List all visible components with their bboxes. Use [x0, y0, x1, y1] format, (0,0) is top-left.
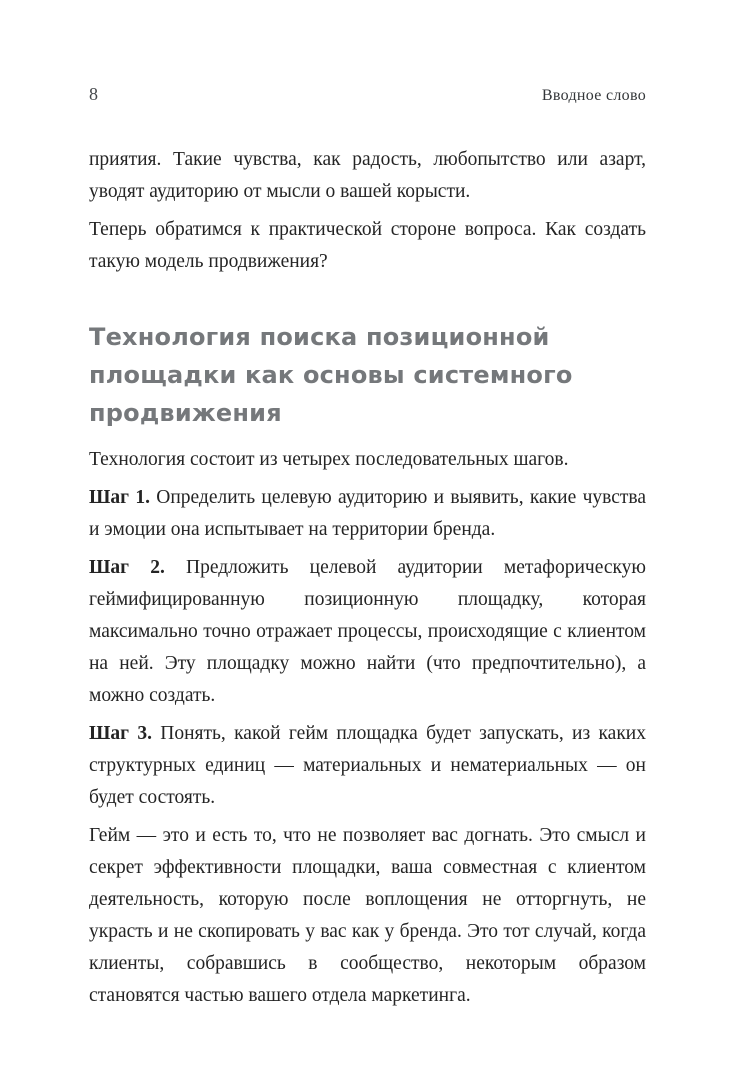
- page-number: 8: [89, 84, 98, 104]
- step-text: Предложить целевой аудитории метафорическую геймифицированную позиционную площадку, которая максимально точно отражает процессы, происходящие с клиентом на ней. Эту площадку можно найти (что предпочтительно), а можно создать.: [89, 557, 646, 706]
- step-text: Определить целевую аудиторию и выявить, какие чувства и эмоции она испытывает на территории бренда.: [89, 487, 647, 540]
- step-paragraph: [89, 552, 646, 712]
- paragraph: приятия. Такие чувства, как радость, любопытство или азарт, уводят аудиторию от мысли о вашей корысти.: [89, 149, 646, 202]
- running-head: Вводное слово: [541, 87, 646, 104]
- section-heading: Технология поиска позиционной площадки как основы системного продвижения: [89, 323, 573, 427]
- step-label: Шаг 3.: [89, 723, 152, 744]
- paragraph: Теперь обратимся к практической стороне вопроса. Как создать такую модель продвижения?: [89, 219, 646, 272]
- step-text: Понять, какой гейм площадка будет запускать, из каких структурных единиц — материальных и нематериальных — он будет состоять.: [89, 723, 646, 808]
- page-header: [89, 84, 646, 105]
- paragraph: Технология состоит из четырех последовательных шагов.: [89, 449, 569, 470]
- step-paragraph: [89, 718, 646, 814]
- step-label: Шаг 2.: [89, 557, 165, 578]
- paragraph: Гейм — это и есть то, что не позволяет вас догнать. Это смысл и секрет эффективности площадки, ваша совместная с клиентом деятельность, которую после воплощения не отторгнуть, не украсть и не скопировать у вас как у бренда. Это тот случай, когда клиенты, собравшись в сообщество, некоторым образом становятся частью вашего отдела маркетинга.: [89, 825, 646, 1006]
- step-label: Шаг 1.: [89, 487, 150, 508]
- page-body: [89, 144, 646, 1012]
- step-paragraph: [89, 482, 646, 546]
